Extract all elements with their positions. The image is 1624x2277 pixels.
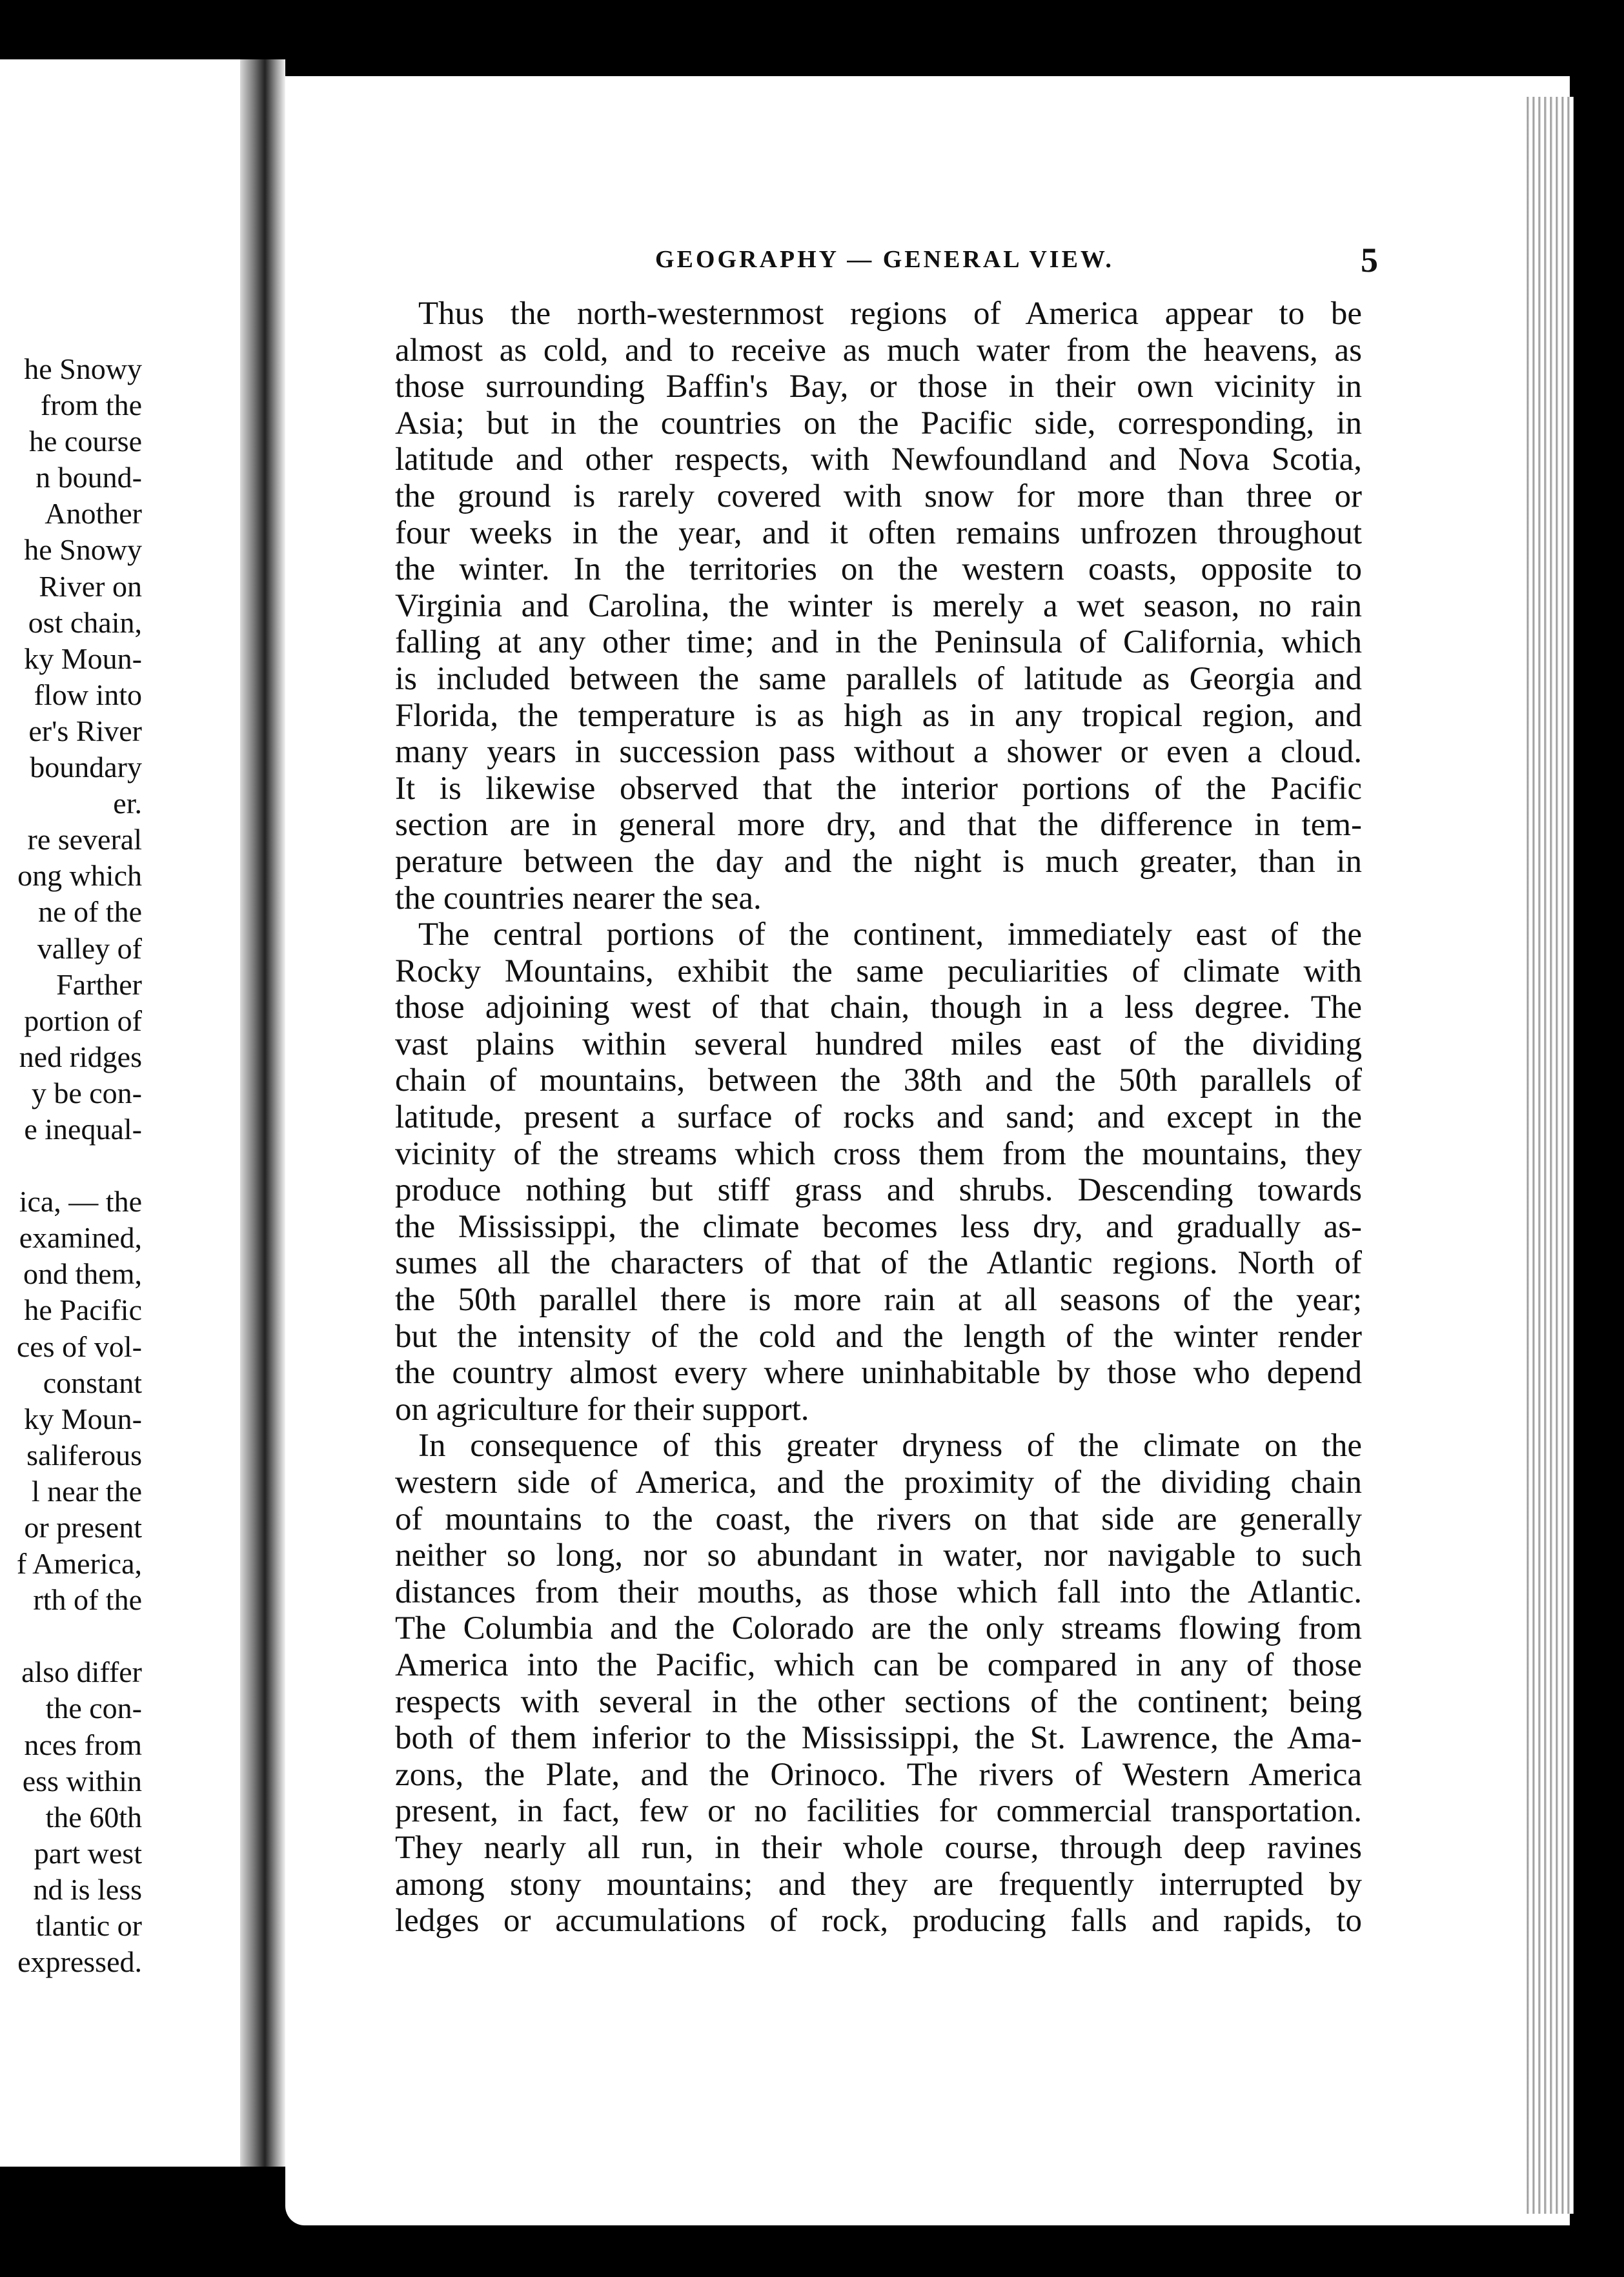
paragraph bbox=[395, 916, 1362, 1428]
text-line: vicinity of the streams which cross them from the mountains, they bbox=[395, 1135, 1362, 1172]
text-line: both of them inferior to the Mississippi, the St. Lawrence, the Ama- bbox=[395, 1720, 1362, 1757]
text-line: distances from their mouths, as those which fall into the Atlantic. bbox=[395, 1574, 1362, 1610]
left-page-line: tlantic or bbox=[36, 1909, 142, 1943]
text-line: chain of mountains, between the 38th and the 50th parallels of bbox=[395, 1062, 1362, 1099]
text-line: falling at any other time; and in the Peninsula of California, which bbox=[395, 624, 1362, 661]
text-line: the country almost every where uninhabitable by those who depend bbox=[395, 1355, 1362, 1392]
left-page-line: valley of bbox=[37, 931, 142, 965]
text-line: Rocky Mountains, exhibit the same peculiarities of climate with bbox=[395, 953, 1362, 989]
text-line: the ground is rarely covered with snow for more than three or bbox=[395, 478, 1362, 514]
text-line: many years in succession pass without a shower or even a cloud. bbox=[395, 734, 1362, 771]
left-page-line: e inequal- bbox=[24, 1112, 142, 1146]
text-line: latitude and other respects, with Newfoundland and Nova Scotia, bbox=[395, 441, 1362, 478]
left-page-line: examined, bbox=[19, 1221, 142, 1255]
text-line: America into the Pacific, which can be compared in any of those bbox=[395, 1646, 1362, 1683]
body-text bbox=[395, 296, 1362, 1939]
text-line: the winter. In the territories on the western coasts, opposite to bbox=[395, 551, 1362, 588]
left-page-line: flow into bbox=[34, 678, 142, 711]
text-line: produce nothing but stiff grass and shrubs. Descending towards bbox=[395, 1172, 1362, 1209]
text-line: The central portions of the continent, immediately east of the bbox=[418, 916, 1362, 953]
left-page-line bbox=[0, 1148, 142, 1184]
text-line: ledges or accumulations of rock, producing falls and rapids, to bbox=[395, 1903, 1362, 1939]
text-line: Thus the north-westernmost regions of America appear to be bbox=[418, 296, 1362, 332]
left-page-line: ky Moun- bbox=[24, 642, 142, 675]
left-page-line: er. bbox=[113, 787, 142, 820]
running-title: GEOGRAPHY — GENERAL VIEW. bbox=[655, 246, 1114, 273]
text-line: vast plains within several hundred miles east of the dividing bbox=[395, 1026, 1362, 1062]
left-page-line: ne of the bbox=[38, 895, 142, 929]
running-header bbox=[655, 240, 1378, 285]
left-page-line: Another bbox=[45, 497, 142, 531]
text-line: section are in general more dry, and that the difference in tem- bbox=[395, 807, 1362, 844]
left-page-line: Farther bbox=[56, 967, 142, 1001]
text-line: the Mississippi, the climate becomes less dry, and gradually as- bbox=[395, 1208, 1362, 1245]
left-page-line: or present bbox=[24, 1511, 142, 1544]
left-page-line: ces of vol- bbox=[16, 1330, 142, 1363]
left-page-line: ess within bbox=[22, 1764, 142, 1797]
book-gutter bbox=[240, 59, 285, 2167]
left-page-line: saliferous bbox=[26, 1438, 142, 1472]
text-line: In consequence of this greater dryness of the climate on the bbox=[418, 1428, 1362, 1464]
text-line: among stony mountains; and they are frequently interrupted by bbox=[395, 1866, 1362, 1903]
page-number: 5 bbox=[1361, 241, 1378, 279]
left-page-line: he course bbox=[29, 425, 142, 458]
left-page-line: ica, — the bbox=[19, 1185, 142, 1219]
left-page-line: from the bbox=[40, 389, 142, 422]
left-page-line: nces from bbox=[24, 1728, 142, 1761]
left-page-line: n bound- bbox=[36, 461, 142, 494]
text-line: those surrounding Baffin's Bay, or those in their own vicinity in bbox=[395, 369, 1362, 405]
left-page-line: ned ridges bbox=[19, 1040, 142, 1073]
left-page-line: y be con- bbox=[31, 1076, 142, 1109]
left-page-line: portion of bbox=[24, 1004, 142, 1037]
left-page-line: ond them, bbox=[23, 1257, 142, 1291]
text-line: It is likewise observed that the interior portions of the Pacific bbox=[395, 770, 1362, 807]
text-line: the countries nearer the sea. bbox=[395, 880, 762, 916]
text-line: is included between the same parallels of latitude as Georgia and bbox=[395, 660, 1362, 697]
text-line: four weeks in the year, and it often remains unfrozen throughout bbox=[395, 514, 1362, 551]
text-line: Virginia and Carolina, the winter is merely a wet season, no rain bbox=[395, 587, 1362, 624]
left-page-line: er's River bbox=[28, 714, 142, 747]
left-page-line: River on bbox=[39, 569, 142, 603]
text-line: of mountains to the coast, the rivers on that side are generally bbox=[395, 1501, 1362, 1537]
left-page-line: l near the bbox=[31, 1474, 142, 1508]
left-page-line: he Snowy bbox=[24, 352, 142, 385]
left-page-text-column bbox=[0, 351, 142, 1980]
left-page-line: re several bbox=[27, 823, 142, 856]
left-page-line: expressed. bbox=[17, 1945, 142, 1979]
left-page-line bbox=[0, 1618, 142, 1654]
text-line: zons, the Plate, and the Orinoco. The rivers of Western America bbox=[395, 1756, 1362, 1793]
text-line: Asia; but in the countries on the Pacific side, corresponding, in bbox=[395, 405, 1362, 441]
left-page-line: ost chain, bbox=[28, 605, 142, 639]
text-line: the 50th parallel there is more rain at all seasons of the year; bbox=[395, 1282, 1362, 1319]
left-page-line: part west bbox=[34, 1836, 142, 1870]
text-line: respects with several in the other sections of the continent; being bbox=[395, 1683, 1362, 1720]
left-page-line: rth of the bbox=[33, 1583, 142, 1617]
text-line: The Columbia and the Colorado are the only streams flowing from bbox=[395, 1610, 1362, 1647]
text-line: neither so long, nor so abundant in water, nor navigable to such bbox=[395, 1537, 1362, 1574]
text-line: perature between the day and the night is much greater, than in bbox=[395, 843, 1362, 880]
left-page-line: boundary bbox=[30, 751, 142, 784]
left-facing-page bbox=[0, 59, 240, 2167]
left-page-line: the 60th bbox=[45, 1800, 142, 1834]
text-line: western side of America, and the proximity of the dividing chain bbox=[395, 1464, 1362, 1501]
left-page-line: ky Moun- bbox=[24, 1402, 142, 1435]
left-page-line: ong which bbox=[17, 859, 142, 893]
text-line: Florida, the temperature is as high as in any tropical region, and bbox=[395, 697, 1362, 734]
left-page-line: nd is less bbox=[33, 1872, 142, 1906]
text-line: present, in fact, few or no facilities for commercial transportation. bbox=[395, 1793, 1362, 1830]
text-line: sumes all the characters of that of the Atlantic regions. North of bbox=[395, 1245, 1362, 1282]
text-line: on agriculture for their support. bbox=[395, 1391, 809, 1428]
left-page-line: he Pacific bbox=[24, 1293, 142, 1327]
left-page-line: the con- bbox=[45, 1692, 142, 1725]
page-edges bbox=[1523, 97, 1574, 2214]
text-line: those adjoining west of that chain, though in a less degree. The bbox=[395, 989, 1362, 1026]
paragraph bbox=[395, 296, 1362, 916]
left-page-line: constant bbox=[43, 1366, 142, 1399]
left-page-line: he Snowy bbox=[24, 533, 142, 567]
left-page-line: also differ bbox=[21, 1655, 142, 1689]
text-line: but the intensity of the cold and the length of the winter render bbox=[395, 1318, 1362, 1355]
left-page-line: f America, bbox=[16, 1547, 142, 1581]
paragraph bbox=[395, 1428, 1362, 1939]
text-line: latitude, present a surface of rocks and sand; and except in the bbox=[395, 1099, 1362, 1136]
text-line: They nearly all run, in their whole course, through deep ravines bbox=[395, 1829, 1362, 1866]
text-line: almost as cold, and to receive as much water from the heavens, as bbox=[395, 332, 1362, 369]
